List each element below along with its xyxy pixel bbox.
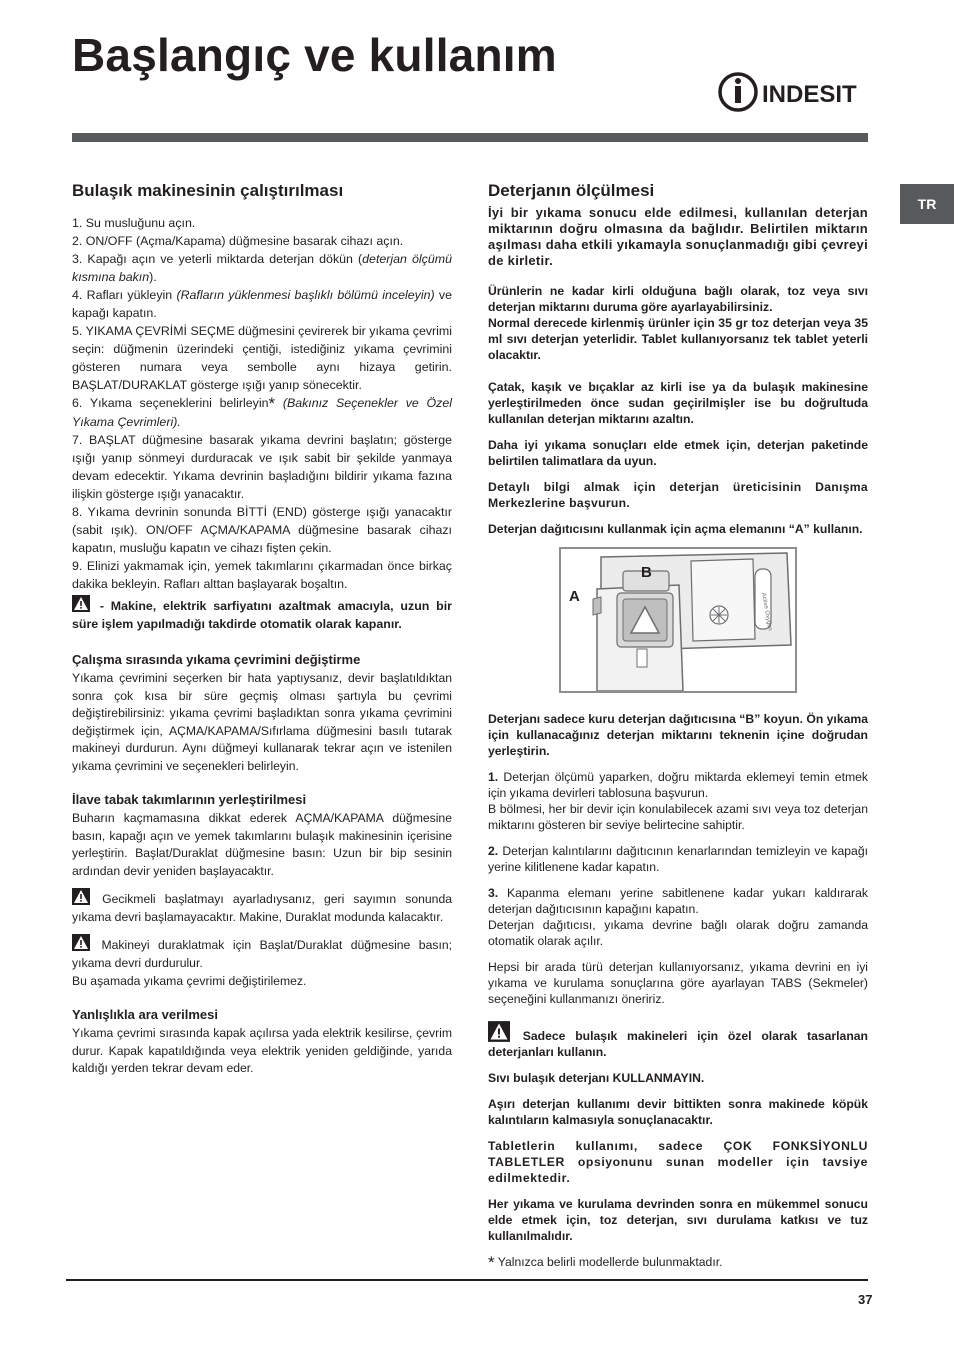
left-column — [72, 180, 452, 1078]
detergent-p9: Aşırı deterjan kullanımı devir bittikten sonra makinede köpük kalıntıların kalmasıyla sonuçlanacaktır. — [488, 1097, 868, 1127]
heading-interruption: Yanlışlıkla ara verilmesi — [72, 1007, 218, 1022]
detergent-dispenser-figure — [559, 547, 797, 693]
language-tab: TR — [900, 184, 954, 224]
detergent-p10: Tabletlerin kullanımı, sadece ÇOK FONKSİYONLU TABLETLER opsiyonunu sunan modeller için tavsiye edilmektedir. — [488, 1139, 868, 1185]
indesit-logo — [718, 70, 870, 114]
detergent-step-3b: Deterjan dağıtıcısı, yıkama devrine bağlı olarak doğru zamanda otomatik olarak açılır. — [488, 918, 868, 948]
brand-wordmark: INDESIT — [762, 81, 857, 108]
header-rule — [72, 133, 868, 142]
step-2: 2. ON/OFF (Açma/Kapama) düğmesine basarak cihazı açın. — [72, 234, 404, 248]
detergent-step-1: 1. Deterjan ölçümü yaparken, doğru miktarda eklemeyi temin etmek için yıkama devirleri tablosuna başvurun. — [488, 770, 868, 800]
warning-icon — [72, 888, 90, 905]
detergent-step-3: 3. Kapanma elemanı yerine sabitlenene kadar yukarı kaldırarak deterjan dağıtıcısının kapağını kapatın. — [488, 886, 868, 916]
warning-delay: Gecikmeli başlatmayı ayarladıysanız, geri sayımın sonunda yıkama devri başlamayacaktır. Makine, Duraklat modunda kalacaktır. — [72, 888, 452, 926]
warning-pause: Makineyi duraklatmak için Başlat/Duraklat düğmesine basın; yıkama devri durdurulur. — [72, 934, 452, 972]
detergent-p3: Daha iyi yıkama sonuçları elde etmek için, deterjan paketinde belirtilen talimatlara da uyun. — [488, 438, 868, 468]
section-heading-operation: Bulaşık makinesinin çalıştırılması — [72, 181, 344, 200]
detergent-lead: İyi bir yıkama sonucu elde edilmesi, kullanılan deterjan miktarının doğru olmasına da bağlıdır. Belirtilen miktarın aşılması daha etkili yıkamayla sonuçlanmadığı gibi çevreyi de kirletir. — [488, 205, 868, 268]
detergent-p6: Deterjanı sadece kuru deterjan dağıtıcısına “B” koyun. Ön yıkama için kullanacağınız deterjan miktarını teknenin içine doğrudan yerleştirin. — [488, 712, 868, 758]
footnote: * Yalnızca belirli modellerde bulunmaktadır. — [488, 1253, 723, 1272]
warning-icon — [488, 1021, 510, 1042]
detergent-p5: Deterjan dağıtıcısını kullanmak için açma elemanını “A” kullanın. — [488, 522, 863, 536]
label-a: A — [569, 588, 580, 605]
detergent-step-2: 2. Deterjan kalıntılarını dağıtıcının kenarlarından temizleyin ve kapağı yerine kilitlenene kadar kapatın. — [488, 844, 868, 874]
right-column — [488, 180, 868, 1281]
step-5: 5. YIKAMA ÇEVRİMİ SEÇME düğmesini çevirerek bir yıkama çevrimi seçin: düğmenin üzerindeki çentiği, istediğiniz yıkama çevrimini gösteren numara veya sembolle aynı hizaya getirin. BAŞLAT/DURAKLAT gösterge ışığı yanıp sönecektir. — [72, 324, 452, 392]
footer-rule — [66, 1279, 868, 1281]
detergent-step-1b: B bölmesi, her bir devir için konulabilecek azami sıvı veya toz deterjan miktarını gösteren bir seviye belirtecine sahiptir. — [488, 802, 868, 832]
change-cycle-text: Yıkama çevrimini seçerken bir hata yaptıysanız, devir başlatıldıktan sonra çok kısa bir süre geçmiş olması şartıyla bu çevrimi değiştirebilirsiniz: yıkama çevrimi başladıktan sonra yıkama çevrimini değiştirmek için, AÇMA/KAPAMA/Sıfırlama düğmesini basılı tutarak makineyi durdurun. Aynı düğmeyi kullanarak tekrar açın ve istenilen yıkama çevrimini ve seçenekleri belirleyin. — [72, 671, 452, 773]
detergent-p1b: Normal derecede kirlenmiş ürünler için 35 gr toz deterjan veya 35 ml sıvı deterjan yeterlidir. Tablet kullanıyorsanız tek tablet yeterli olacaktır. — [488, 316, 868, 362]
detergent-p8: Sıvı bulaşık deterjanı KULLANMAYIN. — [488, 1071, 705, 1085]
page-title: Başlangıç ve kullanım — [72, 29, 557, 81]
step-9: 9. Elinizi yakmamak için, yemek takımlarını çıkarmadan önce birkaç dakika bekleyin. Rafları alttan başlayarak boşaltın. — [72, 559, 452, 591]
detergent-p4: Detaylı bilgi almak için deterjan üreticisinin Danışma Merkezlerine başvurun. — [488, 480, 868, 510]
warning-icon — [72, 934, 90, 951]
heading-change-cycle: Çalışma sırasında yıkama çevrimini değiştirme — [72, 652, 361, 667]
page-number: 37 — [858, 1292, 873, 1307]
step-7: 7. BAŞLAT düğmesine basarak yıkama devrini başlatın; gösterge ışığı yanıp sönmeyi durduracak ve ışık sabit bir şekilde yanmaya devam edecektir. Yıkama devrinin başladığını bildirir yıkama fazına ilişkin gösterge ışığı yanacaktır. — [72, 433, 452, 501]
label-b: B — [641, 564, 652, 581]
pause-note: Bu aşamada yıkama çevrimi değiştirilemez. — [72, 974, 307, 988]
step-1: 1. Su musluğunu açın. — [72, 216, 196, 230]
step-8: 8. Yıkama devrinin sonunda BİTTİ (END) gösterge ışığı yanacaktır (sabit ışık). ON/OFF AÇMA/KAPAMA düğmesine basarak cihazı kapatın, musluğu kapatın ve cihazı fişten çekin. — [72, 505, 452, 555]
detergent-p7: Hepsi bir arada türü deterjan kullanıyorsanız, yıkama devrini en iyi yıkama ve kurulama sonuçlarına göre ayarlayan TABS (Sekmeler) seçeneğini kullanmanızı öneririz. — [488, 960, 868, 1006]
warning-auto-off: - Makine, elektrik sarfiyatını azaltmak amacıyla, uzun bir süre işlem yapılmadığı takdirde otomatik olarak kapanır. — [72, 595, 452, 633]
extra-dishes-text: Buharın kaçmamasına dikkat ederek AÇMA/KAPAMA düğmesine basın, kapağı açın ve yemek takımlarını bulaşık makinesinin içerisine yerleştirin. Başlat/Duraklat düğmesine basın: Uzun bir bip sesinin ardından devir yeniden başlayacaktır. — [72, 811, 452, 878]
warning-icon — [72, 595, 90, 612]
warning-special-detergent: Sadece bulaşık makineleri için özel olarak tasarlanan deterjanları kullanın. — [488, 1021, 868, 1060]
interruption-text: Yıkama çevrimi sırasında kapak açılırsa yada elektrik kesilirse, çevrim durur. Kapak kapatıldığında veya elektrik yeniden geldiğinde, yarıda kaldığı yerden tekrar devam eder. — [72, 1026, 452, 1075]
active-oxygen-label: Active Oxygen — [760, 592, 773, 632]
dispenser-illustration — [561, 549, 795, 691]
step-4: 4. Rafları yükleyin (Rafların yüklenmesi başlıklı bölümü inceleyin) ve kapağı kapatın. — [72, 288, 452, 320]
step-6: 6. Yıkama seçeneklerini belirleyin* (Bakınız Seçenekler ve Özel Yıkama Çevrimleri). — [72, 394, 452, 429]
detergent-p2: Çatak, kaşık ve bıçaklar az kirli ise ya da bulaşık makinesine yerleştirilmeden önce sudan geçirilmişler ise bu doğrultuda kullanılan deterjan miktarını azaltın. — [488, 380, 868, 426]
step-3: 3. Kapağı açın ve yeterli miktarda deterjan dökün (deterjan ölçümü kısmına bakın). — [72, 252, 452, 284]
heading-extra-dishes: İlave tabak takımlarının yerleştirilmesi — [72, 792, 307, 807]
detergent-p11: Her yıkama ve kurulama devrinden sonra en mükemmel sonucu elde etmek için, toz deterjan, sıvı durulama katkısı ve tuz kullanılmalıdır. — [488, 1197, 868, 1243]
section-heading-detergent: Deterjanın ölçülmesi — [488, 181, 655, 200]
detergent-p1: Ürünlerin ne kadar kirli olduğuna bağlı olarak, toz veya sıvı deterjan miktarını duruma göre ayarlayabilirsiniz. — [488, 284, 868, 314]
